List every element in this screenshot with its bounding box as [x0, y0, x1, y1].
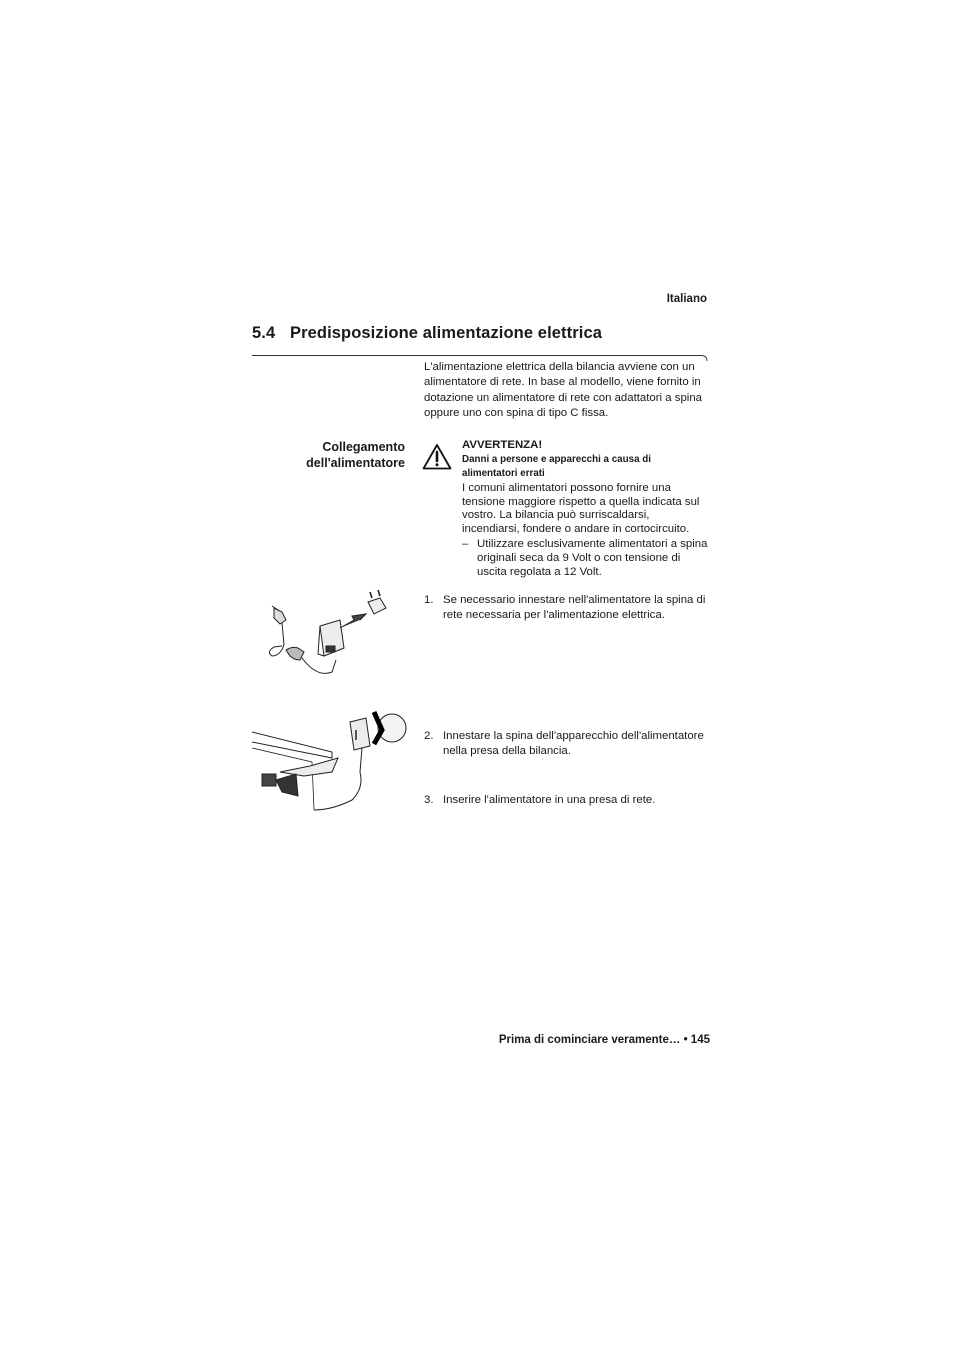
- step-text: Se necessario innestare nell'alimentatore la spina di rete necessaria per l'alimentazione elettrica.: [443, 594, 706, 622]
- warning-title: AVVERTENZA!: [462, 439, 543, 451]
- warning-bullet: [462, 538, 708, 579]
- step-3: [424, 793, 727, 808]
- side-heading-line1: Collegamento: [322, 440, 405, 454]
- intro-paragraph: L'alimentazione elettrica della bilancia avviene con un alimentatore di rete. In base al modello, viene fornito in dotazione un alimentatore di rete con adattatori a spina oppure uno con spina di tipo C fissa.: [424, 361, 702, 419]
- step-number: 3.: [424, 794, 434, 807]
- adapter-plug-illustration: [252, 590, 402, 690]
- section-number: 5.4: [252, 324, 276, 342]
- warning-block: [462, 438, 708, 579]
- step-2: [424, 729, 727, 760]
- bullet-dash: –: [462, 538, 469, 551]
- bullet-text: Utilizzare esclusivamente alimentatori a spina originali seca da 9 Volt o con tensione di uscita regolata a 12 Volt.: [477, 538, 708, 578]
- step-1: [424, 593, 727, 624]
- step-number: 2.: [424, 729, 434, 742]
- side-heading: [252, 439, 405, 471]
- step-text: Inserire l'alimentatore in una presa di rete.: [443, 794, 656, 807]
- language-label: Italiano: [666, 293, 707, 305]
- scale-connection-illustration: [252, 700, 412, 815]
- step-number: 1.: [424, 594, 434, 606]
- warning-body: I comuni alimentatori possono fornire una tensione maggiore rispetto a quella indicata sul vostro. La bilancia può surriscaldarsi, incendiarsi, fondere o andare in cortocircuito.: [462, 482, 700, 535]
- section-title-text: Predisposizione alimentazione elettrica: [290, 324, 602, 342]
- step-text: Innestare la spina dell'apparecchio dell'alimentatore nella presa della bilancia.: [443, 729, 704, 757]
- warning-triangle-icon: [422, 443, 452, 470]
- page-footer: Prima di cominciare veramente… • 145: [498, 1034, 710, 1046]
- section-rule: [252, 347, 708, 361]
- section-title: [252, 324, 602, 343]
- warning-subtitle: Danni a persone e apparecchi a causa di alimentatori errati: [462, 454, 651, 479]
- side-heading-line2: dell'alimentatore: [306, 456, 405, 470]
